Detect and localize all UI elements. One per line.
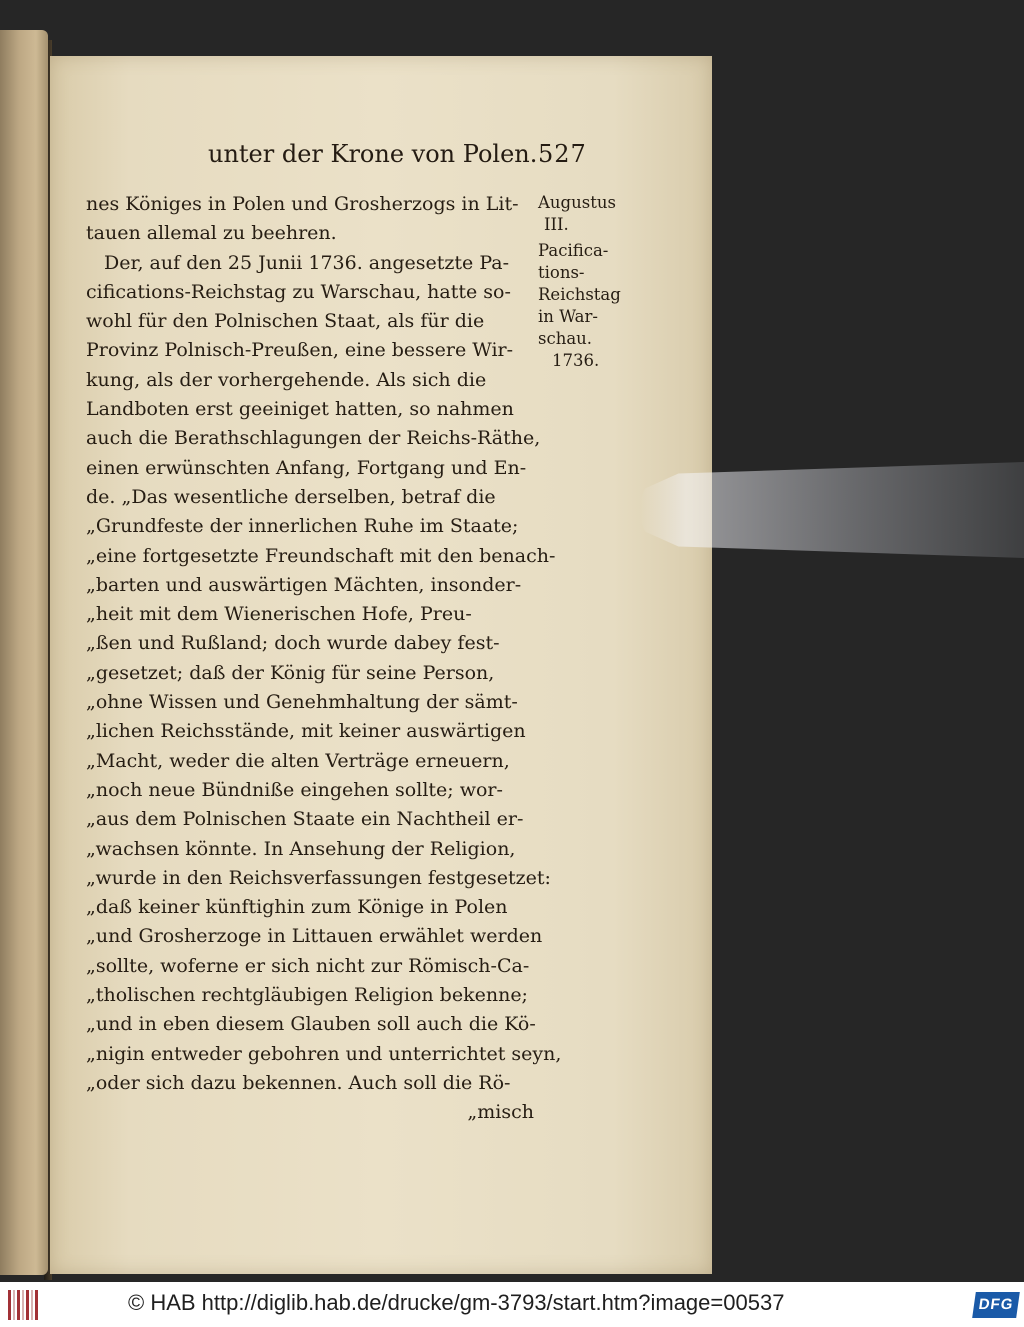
- text-line: „gesetzet; daß der König für seine Person,: [86, 661, 495, 684]
- text-line: „ßen und Rußland; doch wurde dabey fest-: [86, 632, 500, 655]
- facing-page-edge: [0, 30, 48, 1275]
- margin-note-line: 1736.: [552, 351, 600, 370]
- source-url[interactable]: © HAB http://diglib.hab.de/drucke/gm-3793/start.htm?image=00537: [128, 1290, 785, 1315]
- text-line: de. „Das wesentliche derselben, betraf die: [86, 485, 496, 508]
- text-line: wohl für den Polnischen Staat, als für die: [86, 310, 485, 333]
- dfg-logo-icon: DFG: [972, 1292, 1020, 1318]
- text-line: einen erwünschten Anfang, Fortgang und En-: [86, 456, 527, 479]
- hab-logo-icon: [8, 1290, 38, 1320]
- light-reflection: [640, 462, 1024, 558]
- text-line: „Grundfeste der innerlichen Ruhe im Staate;: [86, 515, 519, 538]
- text-line: Der, auf den 25 Junii 1736. angesetzte Pa-: [104, 251, 510, 274]
- text-line: „lichen Reichsstände, mit keiner auswärtigen: [86, 720, 526, 743]
- text-line: „tholischen rechtgläubigen Religion bekenne;: [86, 984, 528, 1007]
- catchword: „misch: [467, 1101, 534, 1124]
- text-line: „eine fortgesetzte Freundschaft mit den benach-: [86, 544, 556, 567]
- margin-note-line: tions-: [538, 263, 585, 282]
- text-line: tauen allemal zu beehren.: [86, 222, 337, 245]
- text-line: Provinz Polnisch-Preußen, eine bessere Wir-: [86, 339, 514, 362]
- running-title: unter der Krone von Polen.: [208, 140, 538, 168]
- page-number: 527: [538, 140, 587, 168]
- text-line: „wachsen könnte. In Ansehung der Religion,: [86, 837, 516, 860]
- text-line: auch die Berathschlagungen der Reichs-Räthe,: [86, 427, 541, 450]
- margin-note-line: III.: [544, 215, 569, 234]
- text-line: cifications-Reichstag zu Warschau, hatte so-: [86, 280, 511, 303]
- text-line: „noch neue Bündniße eingehen sollte; wor-: [86, 778, 503, 801]
- page-header: [158, 140, 587, 168]
- book-page: [50, 56, 712, 1274]
- text-line: kung, als der vorhergehende. Als sich die: [86, 368, 487, 391]
- text-line: „heit mit dem Wienerischen Hofe, Preu-: [86, 603, 472, 626]
- text-line: „ohne Wissen und Genehmhaltung der sämt-: [86, 691, 518, 714]
- margin-note-line: Augustus: [538, 193, 616, 212]
- text-line: Landboten erst geeiniget hatten, so nahmen: [86, 398, 514, 421]
- text-line: „sollte, woferne er sich nicht zur Römisch-Ca-: [86, 954, 530, 977]
- margin-note-line: in War-: [538, 307, 598, 326]
- margin-note-line: schau.: [538, 329, 593, 348]
- text-line: „barten und auswärtigen Mächten, insonder-: [86, 573, 522, 596]
- text-line: „und in eben diesem Glauben soll auch die Kö-: [86, 1013, 536, 1036]
- margin-note-line: Pacifica-: [538, 241, 609, 260]
- margin-note-line: Reichstag: [538, 285, 621, 304]
- text-line: „oder sich dazu bekennen. Auch soll die Rö-: [86, 1071, 511, 1094]
- text-line: „und Grosherzoge in Littauen erwählet werden: [86, 925, 543, 948]
- text-line: „nigin entweder gebohren und unterrichtet seyn,: [86, 1042, 562, 1065]
- text-line: „daß keiner künftighin zum Könige in Polen: [86, 896, 508, 919]
- text-line: „Macht, weder die alten Verträge erneuern,: [86, 749, 510, 772]
- text-line: „aus dem Polnischen Staate ein Nachtheil er-: [86, 808, 524, 831]
- text-line: nes Königes in Polen und Grosherzogs in Lit-: [86, 193, 519, 215]
- margin-notes: [538, 192, 621, 372]
- text-line: „wurde in den Reichsverfassungen festgesetzet:: [86, 866, 551, 889]
- footer-bar: [0, 1282, 1024, 1327]
